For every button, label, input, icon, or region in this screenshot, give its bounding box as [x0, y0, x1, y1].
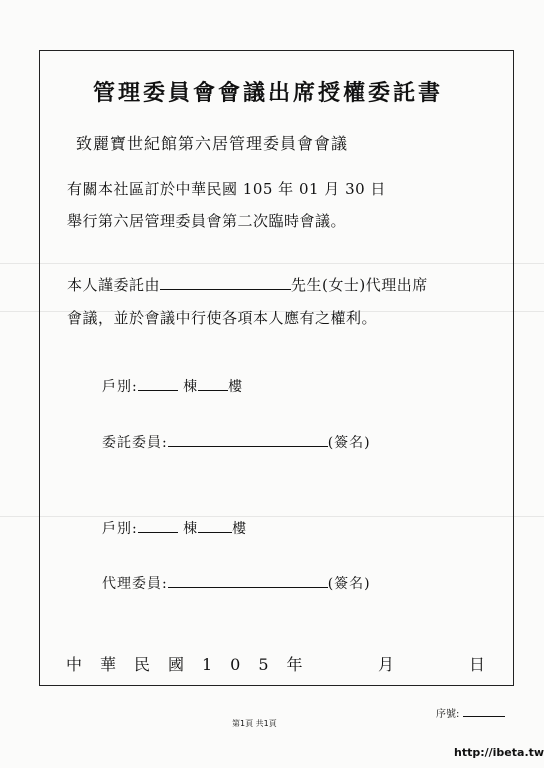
delegator-signature-blank[interactable] — [168, 432, 328, 447]
delegator-household-row — [102, 376, 243, 396]
proxy-signature-row — [102, 573, 371, 593]
document-title: 管理委員會會議出席授權委託書 — [93, 80, 444, 106]
page-info: 第1頁 共1頁 — [232, 719, 277, 728]
delegator-signature-row — [102, 432, 371, 452]
serial-label: 序號: — [436, 709, 460, 720]
household-label: 戶別: — [102, 521, 138, 537]
serial-blank[interactable] — [463, 706, 505, 717]
proxy-household-row — [102, 518, 247, 538]
meeting-date-paragraph — [67, 178, 386, 199]
household-blank[interactable] — [138, 376, 178, 391]
building-blank[interactable] — [198, 376, 228, 391]
household-blank[interactable] — [138, 518, 178, 533]
signing-date-month: 月 — [378, 655, 395, 674]
floor-label: 樓 — [228, 379, 244, 395]
building-label: 棟 — [183, 521, 199, 537]
site-watermark: http://ibeta.tw — [454, 746, 544, 759]
rights-paragraph: 會議，並於會議中行使各項本人應有之權利。 — [67, 309, 378, 327]
addressee-line: 致麗寶世紀館第六居管理委員會會議 — [76, 134, 349, 153]
proxy-label: 代理委員: — [102, 576, 168, 592]
building-label: 棟 — [183, 379, 199, 395]
proxy-paragraph-start: 本人謹委託由 — [67, 276, 161, 294]
serial-number-field — [436, 705, 505, 720]
signing-date-day: 日 — [469, 655, 486, 674]
proxy-paragraph — [67, 274, 428, 295]
proxy-name-blank[interactable] — [160, 275, 291, 290]
household-label: 戶別: — [102, 379, 138, 395]
meeting-date: 中華民國 105 年 01 月 30 日 — [175, 180, 386, 198]
meeting-name-paragraph: 舉行第六居管理委員會第二次臨時會議。 — [67, 212, 347, 230]
delegator-label: 委託委員: — [102, 435, 168, 451]
signature-label: (簽名) — [327, 435, 371, 451]
proxy-signature-blank[interactable] — [168, 573, 328, 588]
signing-date-prefix: 中華民國105年 — [66, 655, 321, 674]
meeting-date-prefix: 有關本社區訂於 — [67, 180, 176, 198]
signature-label: (簽名) — [327, 576, 371, 592]
building-blank[interactable] — [198, 518, 232, 533]
proxy-paragraph-end: 先生(女士)代理出席 — [291, 276, 428, 294]
floor-label: 樓 — [232, 521, 248, 537]
